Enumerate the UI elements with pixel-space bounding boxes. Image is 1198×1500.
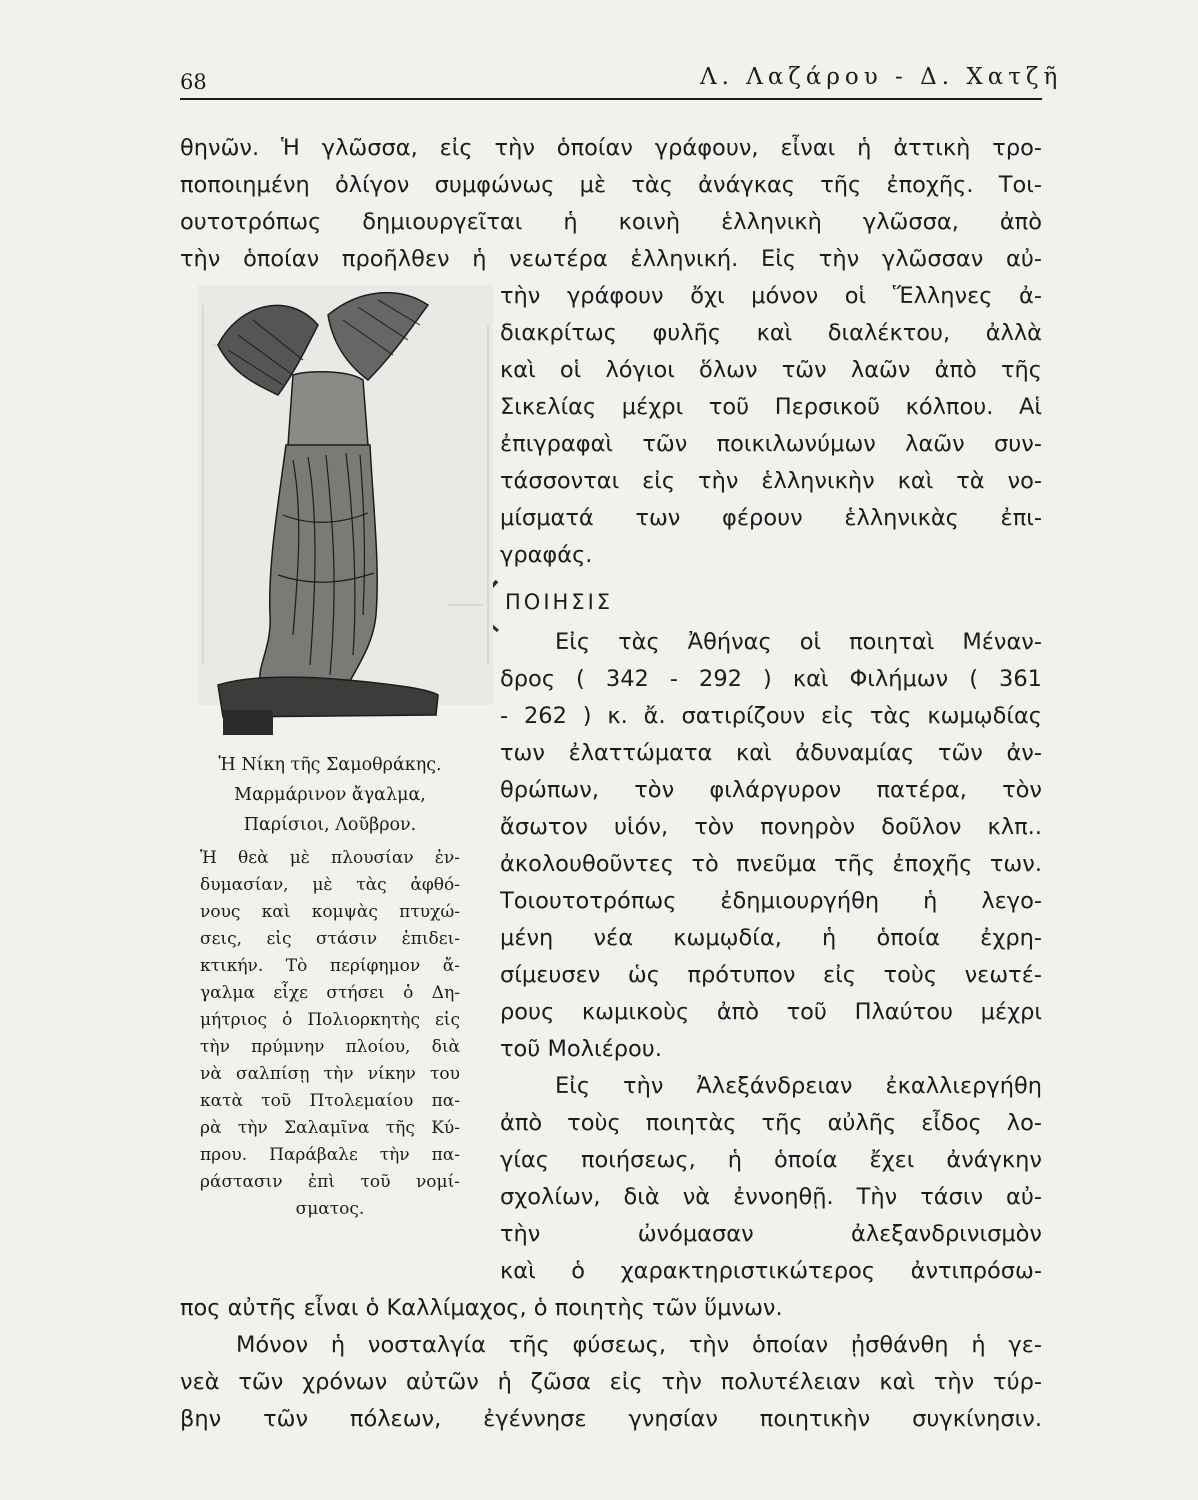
body-line: πος αὐτῆς εἶναι ὁ Καλλίμαχος, ὁ ποιητὴς τῶν ὕμνων. — [180, 1295, 783, 1321]
body-line: των ἐλαττώματα καὶ ἀδυναμίας τῶν ἀν- — [500, 740, 1042, 766]
body-line: γραφάς. — [500, 542, 593, 568]
body-line: τὴν ὁποίαν προῆλθεν ἡ νεωτέρα ἑλληνική. Εἰς τὴν γλῶσσαν αὐ- — [180, 246, 1042, 272]
body-line: βην τῶν πόλεων, ἐγέννησε γνησίαν ποιητικὴν συγκίνησιν. — [180, 1406, 1042, 1432]
figure-caption-line: Παρίσιοι, Λοῦβρον. — [243, 815, 417, 835]
caption-description-line: ρὰ τὴν Σαλαμῖνα τῆς Κύ- — [200, 1118, 460, 1138]
section-heading: ΠΟΙΗΣΙΣ — [505, 590, 614, 614]
body-line: - 262 ) κ. ἄ. σατιρίζουν εἰς τὰς κωμῳδίας — [500, 703, 1042, 729]
body-line: σχολίων, διὰ νὰ ἐννοηθῇ. Τὴν τάσιν αὐ- — [500, 1184, 1042, 1210]
header-rule — [180, 98, 1042, 100]
figure-caption-line: Μαρμάρινον ἄγαλμα, — [234, 785, 426, 805]
body-line: ποποιημένη ὀλίγον συμφώνως μὲ τὰς ἀνάγκας τῆς ἐποχῆς. Τοι- — [180, 172, 1042, 198]
body-line: ἐπιγραφαὶ τῶν ποικιλωνύμων λαῶν συν- — [500, 431, 1042, 457]
body-line: μίσματά των φέρουν ἑλληνικὰς ἐπι- — [500, 505, 1042, 531]
caption-description-line: δυμασίαν, μὲ τὰς ἀφθό- — [200, 875, 460, 895]
body-line: καὶ ὁ χαρακτηριστικώτερος ἀντιπρόσω- — [500, 1258, 1042, 1284]
body-line: θρώπων, τὸν φιλάργυρον πατέρα, τὸν — [500, 777, 1042, 803]
running-title: Λ. Λαζάρου - Δ. Χατζῆ — [700, 64, 1063, 90]
body-line: ἀπὸ τοὺς ποιητὰς τῆς αὐλῆς εἶδος λο- — [500, 1110, 1042, 1136]
caption-description-line: πρου. Παράβαλε τὴν πα- — [200, 1145, 460, 1165]
caption-description-line: κτικήν. Τὸ περίφημον ἄ- — [200, 956, 460, 976]
body-line: διακρίτως φυλῆς καὶ διαλέκτου, ἀλλὰ — [500, 320, 1042, 346]
body-line: ουτοτρόπως δημιουργεῖται ἡ κοινὴ ἑλληνικὴ γλῶσσα, ἀπὸ — [180, 209, 1042, 235]
figure-caption-title: Ἡ Νίκη τῆς Σαμοθράκης. — [218, 755, 442, 775]
statue-illustration — [198, 285, 493, 745]
body-line: τάσσονται εἰς τὴν ἑλληνικὴν καὶ τὰ νο- — [500, 468, 1042, 494]
page-number: 68 — [180, 70, 207, 94]
caption-description-line: μήτριος ὁ Πολιορκητὴς εἰς — [200, 1010, 460, 1030]
caption-description-line: κατὰ τοῦ Πτολεμαίου πα- — [200, 1091, 460, 1111]
body-line: τοῦ Μολιέρου. — [500, 1036, 662, 1062]
body-line: Τοιουτοτρόπως ἐδημιουργήθη ἡ λεγο- — [500, 888, 1042, 914]
body-line: ἄσωτον υἱόν, τὸν πονηρὸν δοῦλον κλπ.. — [500, 814, 1042, 840]
body-line: μένη νέα κωμῳδία, ἡ ὁποία ἐχρη- — [500, 925, 1042, 951]
body-line: γίας ποιήσεως, ἡ ὁποία ἔχει ἀνάγκην — [500, 1147, 1042, 1173]
body-line: καὶ οἱ λόγιοι ὅλων τῶν λαῶν ἀπὸ τῆς — [500, 357, 1042, 383]
body-line: σίμευσεν ὡς πρότυπον εἰς τοὺς νεωτέ- — [500, 962, 1042, 988]
caption-description-line: γαλμα εἶχε στήσει ὁ Δη- — [200, 983, 460, 1003]
body-line: θηνῶν. Ἡ γλῶσσα, εἰς τὴν ὁποίαν γράφουν, εἶναι ἡ ἀττικὴ τρο- — [180, 135, 1042, 161]
body-line: ρους κωμικοὺς ἀπὸ τοῦ Πλαύτου μέχρι — [500, 999, 1042, 1025]
body-line: τὴν ὠνόμασαν ἀλεξανδρινισμὸν — [500, 1221, 1042, 1247]
caption-description-line: σματος. — [295, 1199, 365, 1219]
body-line: δρος ( 342 - 292 ) καὶ Φιλήμων ( 361 — [500, 666, 1042, 692]
body-line: νεὰ τῶν χρόνων αὐτῶν ἡ ζῶσα εἰς τὴν πολυτέλειαν καὶ τὴν τύρ- — [180, 1369, 1042, 1395]
body-line: Σικελίας μέχρι τοῦ Περσικοῦ κόλπου. Αἱ — [500, 394, 1042, 420]
body-line: ἀκολουθοῦντες τὸ πνεῦμα τῆς ἐποχῆς των. — [500, 851, 1042, 877]
caption-description-line: Ἡ θεὰ μὲ πλουσίαν ἐν- — [200, 848, 460, 868]
body-line: Εἰς τὰς Ἀθήνας οἱ ποιηταὶ Μέναν- — [555, 629, 1042, 655]
caption-description-line: νὰ σαλπίσῃ τὴν νίκην του — [200, 1064, 460, 1084]
body-line: Μόνον ἡ νοσταλγία τῆς φύσεως, τὴν ὁποίαν ᾐσθάνθη ἡ γε- — [236, 1332, 1042, 1358]
body-line: Εἰς τὴν Ἀλεξάνδρειαν ἐκαλλιεργήθη — [555, 1073, 1042, 1099]
caption-description-line: σεις, εἰς στάσιν ἐπιδει- — [200, 929, 460, 949]
caption-description-line: νους καὶ κομψὰς πτυχώ- — [200, 902, 460, 922]
body-line: τὴν γράφουν ὄχι μόνον οἱ Ἕλληνες ἀ- — [500, 283, 1042, 309]
caption-description-line: τὴν πρύμνην πλοίου, διὰ — [200, 1037, 460, 1057]
caption-description-line: ράστασιν ἐπὶ τοῦ νομί- — [200, 1172, 460, 1192]
